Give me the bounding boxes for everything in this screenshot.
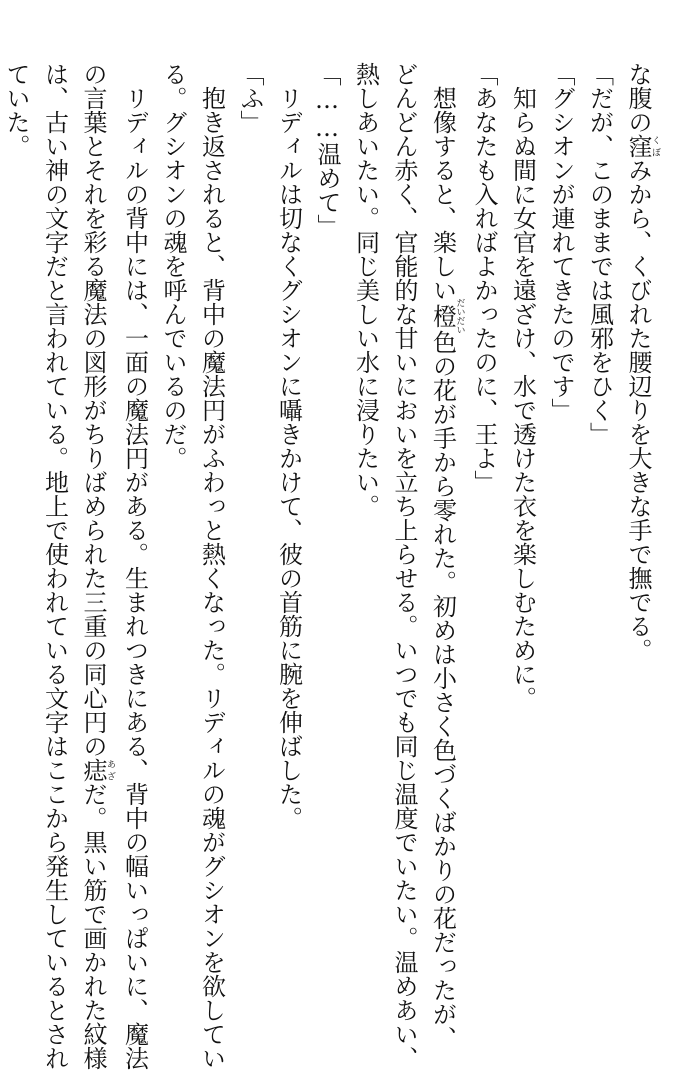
text-segment: 知らぬ間に女官を遠ざけ、水で透けた衣を楽しむために。 [508,62,537,710]
ruby-reading: だいだい [454,298,465,334]
text-segment: リディルは切なくグシオンに囁きかけて、彼の首筋に腕を伸ばした。 [274,62,303,830]
text-segment: 「ふ」 [236,62,264,134]
text-segment: る。グシオンの魂を呼んでいるのだ。 [159,62,187,470]
ruby-base: 痣 [79,758,107,782]
text-segment: だ。黒い筋で画かれた紋様 [79,782,107,1070]
text-line [115,62,154,1070]
text-segment: みから、くびれた腰辺りを大きな手で撫でる。 [624,158,652,662]
text-line [385,62,424,1070]
vertical-text-body [0,62,660,1070]
text-segment: 「……温めて」 [313,62,341,238]
ruby-annotated-kanji [624,134,660,158]
text-segment: リディルの背中には、一面の魔法円がある。生まれつきにある、背中の幅いっぱいに、魔法 [120,62,149,1070]
text-line [269,62,308,962]
text-segment: どんどん赤く、官能的な甘いにおいを立ち上らせる。いつでも同じ温度でいたい。温めあい、 [390,62,418,1070]
text-line [346,62,385,962]
ruby-reading: あざ [105,758,115,782]
text-segment: ていた。 [2,62,30,158]
text-line [74,62,116,1070]
text-line [542,62,581,962]
text-segment: の言葉とそれを彩る魔法の図形がちりばめられた三重の同心円の [79,62,107,758]
text-line [465,62,504,962]
text-line [35,62,74,1070]
text-segment: 色の花が手から零れた。初めは小さく色づくばかりの花だったが、 [428,330,457,1050]
text-line [308,62,347,962]
text-line [231,62,270,962]
text-line [423,62,465,1050]
text-segment: 抱き返されると、背中の魔法円がふわっと熱くなった。リディルの魂がグシオンを欲してい [197,62,226,1070]
text-segment: 「あなたも入ればよかったのに、王よ」 [470,62,498,494]
ruby-base: 橙 [428,298,457,334]
text-line [580,62,619,962]
text-line [192,62,231,1070]
ruby-annotated-kanji [428,298,465,334]
ruby-reading: くぼ [650,134,660,158]
text-segment: 熱しあいたい。同じ美しい水に浸りたい。 [351,62,380,518]
text-line [503,62,542,962]
text-segment: な腹の [624,62,652,134]
text-segment: は、古い神の文字だと言われている。地上で使われている文字はここから発生しているとされ [40,62,69,1070]
text-segment: 「グシオンが連れてきたのです」 [547,62,575,422]
ruby-base: 窪 [624,134,652,158]
text-line [0,62,35,962]
ruby-annotated-kanji [79,758,115,782]
text-segment: 「だが、このままでは風邪をひく」 [585,62,614,446]
text-segment: 想像すると、楽しい [428,62,457,302]
text-line [619,62,661,962]
text-line [154,62,193,962]
